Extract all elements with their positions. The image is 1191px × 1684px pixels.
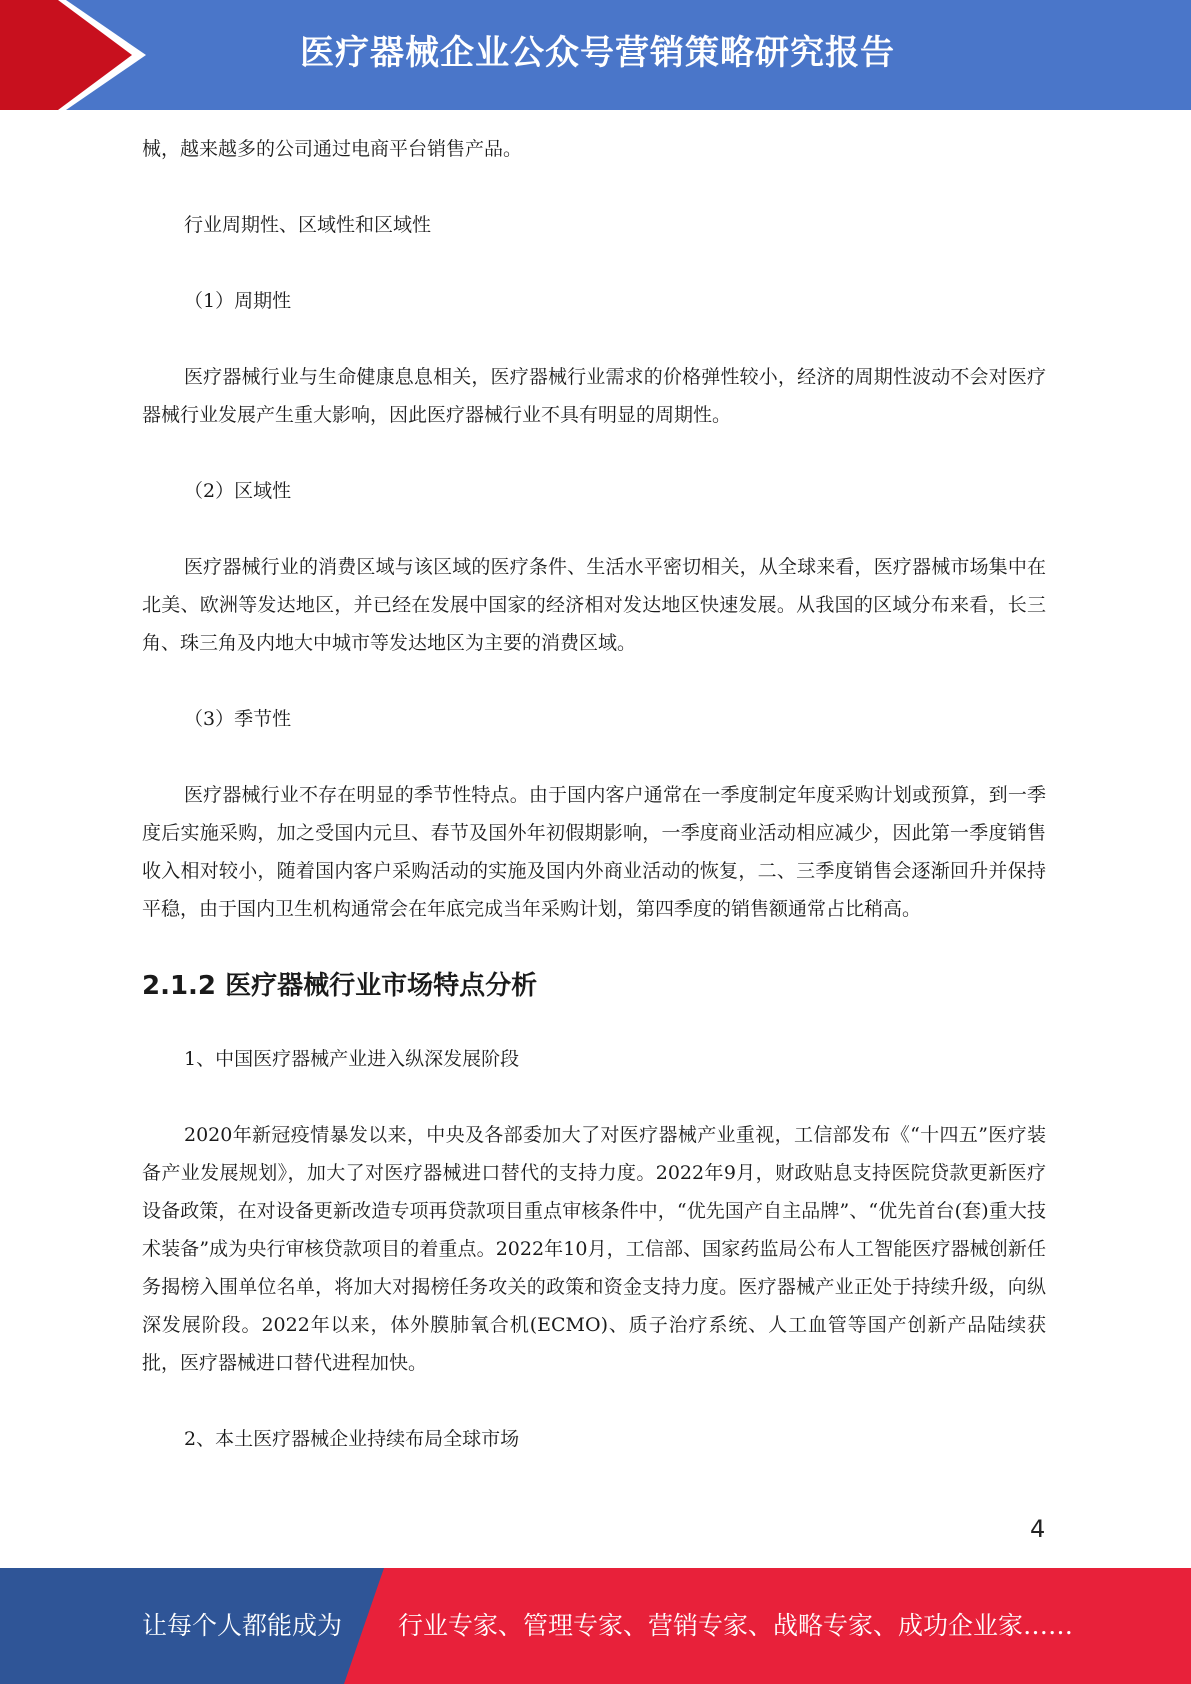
document-body bbox=[142, 130, 1046, 1496]
paragraph: 械，越来越多的公司通过电商平台销售产品。 bbox=[142, 138, 523, 160]
report-title: 医疗器械企业公众号营销策略研究报告 bbox=[300, 33, 895, 73]
subheading: 行业周期性、区域性和区域性 bbox=[184, 214, 432, 236]
list-heading-regional: （2）区域性 bbox=[184, 480, 292, 502]
list-heading-cyclical: （1）周期性 bbox=[184, 290, 292, 312]
list-heading-seasonal: （3）季节性 bbox=[184, 708, 292, 730]
header-arrow-decoration bbox=[0, 0, 150, 110]
paragraph: 2020年新冠疫情暴发以来，中央及各部委加大了对医疗器械产业重视，工信部发布《“十四五”医疗装备产业发展规划》，加大了对医疗器械进口替代的支持力度。2022年9月，财政贴息支持医院贷款更新医疗设备政策，在对设备更新改造专项再贷款项目重点审核条件中，“优先国产自主品牌”、“优先首台(套)重大技术装备”成为央行审核贷款项目的着重点。2022年10月，工信部、国家药监局公布人工智能医疗器械创新任务揭榜入围单位名单，将加大对揭榜任务攻关的政策和资金支持力度。医疗器械产业正处于持续升级，向纵深发展阶段。2022年以来，体外膜肺氧合机(ECMO)、质子治疗系统、人工血管等国产创新产品陆续获批，医疗器械进口替代进程加快。 bbox=[142, 1124, 1046, 1374]
section-heading: 2.1.2 医疗器械行业市场特点分析 bbox=[142, 971, 538, 1001]
footer-slogan-left: 让每个人都能成为 bbox=[142, 1611, 343, 1640]
paragraph: 医疗器械行业不存在明显的季节性特点。由于国内客户通常在一季度制定年度采购计划或预算，到一季度后实施采购，加之受国内元旦、春节及国外年初假期影响，一季度商业活动相应减少，因此第一季度销售收入相对较小，随着国内客户采购活动的实施及国内外商业活动的恢复，二、三季度销售会逐渐回升并保持平稳，由于国内卫生机构通常会在年底完成当年采购计划，第四季度的销售额通常占比稍高。 bbox=[142, 784, 1046, 920]
page-number: 4 bbox=[1030, 1515, 1046, 1543]
paragraph: 医疗器械行业与生命健康息息相关，医疗器械行业需求的价格弹性较小，经济的周期性波动不会对医疗器械行业发展产生重大影响，因此医疗器械行业不具有明显的周期性。 bbox=[142, 366, 1046, 426]
paragraph: 医疗器械行业的消费区域与该区域的医疗条件、生活水平密切相关，从全球来看，医疗器械市场集中在北美、欧洲等发达地区，并已经在发展中国家的经济相对发达地区快速发展。从我国的区域分布来看，长三角、珠三角及内地大中城市等发达地区为主要的消费区域。 bbox=[142, 556, 1046, 654]
footer-slogan-right: 行业专家、管理专家、营销专家、战略专家、成功企业家…… bbox=[398, 1611, 1074, 1640]
subheading: 2、本土医疗器械企业持续布局全球市场 bbox=[184, 1428, 520, 1450]
footer-banner bbox=[0, 1568, 1191, 1684]
subheading: 1、中国医疗器械产业进入纵深发展阶段 bbox=[184, 1048, 520, 1070]
header-banner bbox=[0, 0, 1191, 110]
